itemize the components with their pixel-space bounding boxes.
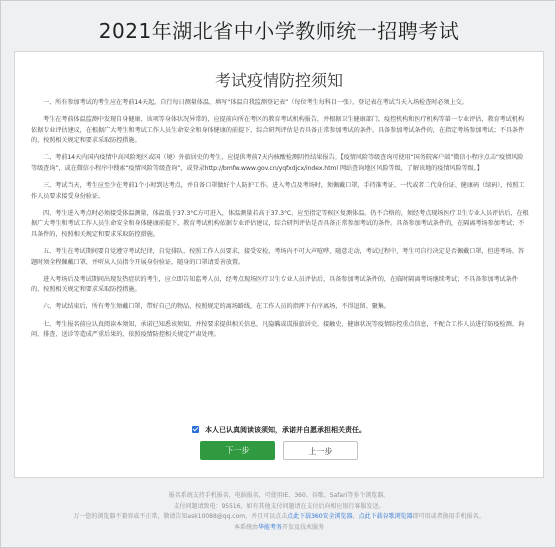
site-title: 2021年湖北省中小学教师统一招聘考试 [98,19,460,43]
footer-line-1: 报名系统支持手机报名，电脑报名，可使用IE、360、谷歌、Safari等多个浏览器。 [168,492,390,499]
footer-line-2: 支付问题请致电：95516，如有其他支付问题请在支付后向相应银行客服发送。 [173,502,385,510]
footer [1,491,556,533]
footer-line-3-prefix: 万一您的浏览器不兼容或不正常，敬请告知ask10088@qq.com，并且可以点击 [73,513,288,520]
download-chrome-link[interactable]: 点此下载谷歌浏览器 [358,513,413,520]
notice-paragraph-5b: 进入考场后及考试期间出现发热症状的考生，应立即告知监考人员，经考点现场医疗卫生专业人员评估后，具备参加考试条件的，在临时隔离考场继续考试；不具备参加考试条件的，按照相关规定和要求采取防控措施。 [31,275,518,294]
footer-line-4 [1,523,556,534]
notice-title: 考试疫情防控须知 [214,71,343,90]
notice-paragraph-5: 五、考生在考试期间要自觉遵守考试纪律，自觉排队、按照工作人员要求，接受安检，考场内不可大声喧哗，随意走动，考试过程中，考生可自行决定是否佩戴口罩，但进考场、答题时须全程佩戴口罩，并听从人员指令开展身份验证，随身的口罩请妥善放置。 [31,248,524,266]
notice-paragraph-2: 二、考前14天内国内疫情中高风险地区或国（境）外旅居史的考生，应提供考前7天内核酸检测阴性结果报告。【疫情风险等级查询可使用“国务院客户端”微信小程序点击“疫情风险等级查询”，或在微信小程序中搜索“疫情风险等级查询”，或登录http://bmfw.www.gov.cn/yqfxdjcx/index.html 网站查询地区风险等级，了解该地的疫情风险等级。】 [31,154,524,172]
notice-paragraph-3: 三、考试当天，考生应至少在考前1个小时到达考点，并自备口罩做好个人防护工作。进入考点及考场时，须佩戴口罩，手持准考证、一代或者二代身份证、健康码（绿码），按照工作人员要求接受身份验证。 [31,182,525,200]
footer-line-3-mid: ， [352,513,359,520]
footer-line-3-suffix: 即可用或者换用手机报名。 [412,513,485,520]
notice-panel [14,51,544,478]
button-row [15,441,543,460]
footer-line-3 [1,512,556,523]
agree-label[interactable]: 本人已认真阅读该须知，承诺并自愿承担相关责任。 [205,426,366,434]
notice-paragraph-1: 一、所有参加考试的考生应在考前14天起，自行每日测量体温，填写“体温自我监测登记表”（每位考生每科目一张），登记表在考试当天入场检查时必须上交。 [43,99,468,106]
prev-button[interactable]: 上一步 [283,441,358,460]
agree-row[interactable] [15,425,543,435]
notice-paragraph-4: 四、考生进入考点时必须接受体温测量，体温低于37.3°C方可进入，体温测量若高于37.3°C，应至指定等候区复测体温。仍不合格的，须经考点现场医疗卫生专业人员评估后，在根据广大考生和考试工作人员生命安全和身体健康前提下，教育考试机构依据专业评估建议，综合研判评估是否具备正常参加考试的条件。具备参加考试条件的，在隔离考场参加考试；不具条件的，按照相关规定和要求采取防控措施。 [31,209,529,238]
provider-link[interactable]: 华能考务 [257,523,282,531]
download-360-link[interactable]: 点此下载360安全浏览器 [287,513,353,520]
footer-line-4-prefix: 本系统由 [233,523,258,531]
notice-paragraph-6: 六、考试结束后，所有考生须戴口罩，带好自己的物品，按照规定的离场路线，在工作人员的指挥下有序离场，不得逗留、聚集。 [43,303,390,311]
next-button[interactable]: 下一步 [200,441,275,460]
agree-checkbox[interactable] [192,426,199,433]
footer-line-4-suffix: 开发及技术服务 [282,523,325,531]
notice-body[interactable] [31,98,529,347]
notice-paragraph-7: 七、考生报名前应认真阅读本须知，承诺已知悉该须知，并按要求提供相关信息，凡隐瞒或谎报旅居史、接触史、健康状况等疫情防控重点信息，不配合工作人员进行防疫检测、询问、排查、送诊等造成严重后果的，依照疫情防控相关规定严肃处理。 [31,320,524,339]
notice-paragraph-1b: 考生在考前体温监测中发现自身健康、该项等身体状况异常的，应提前向所在考区的教育考试机构报告，并根据卫生健康部门、疫控机构和医疗机构等第一专业评估，教育考试机构依据专业评估建议，在根据广大考生和考试工作人员生命安全和身体健康的前提下，综合研判评估是否具备正常参加考试的条件。具备参加考试条件的，在指定考场参加考试；不具条件的，按照相关规定和要求采取防控措施。 [31,116,525,145]
